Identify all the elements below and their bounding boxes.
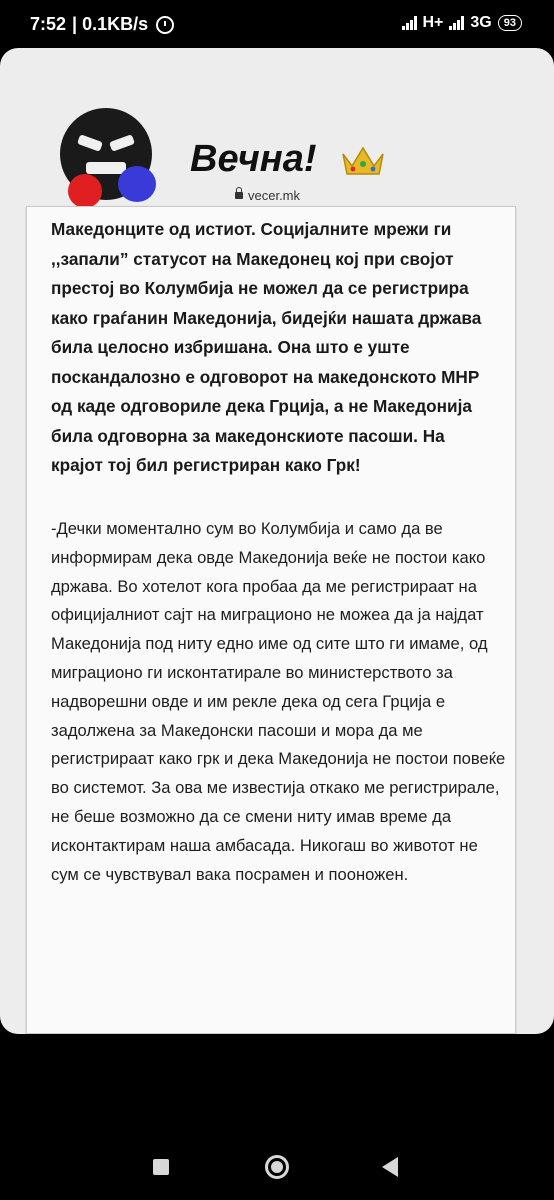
source-domain: vecer.mk (248, 188, 301, 203)
lock-icon (235, 192, 243, 199)
avatar-red-blob (68, 174, 102, 208)
article-lead: Македонците од истиот. Социјалните мрежи ги ,,запали” статусот на Македонец кој при својот престој во Колумбија не можел да се регистрира како граѓанин Македонија, бидејќи нашата држава била целосно избришана. Она што е уште поскандалозно е одговорот на македонското МНР од каде одговориле дека Грција, а не Македонија била одговорна за македонскиоте пасоши. На крајот тој бил регистриран како Грк! (51, 219, 482, 475)
story-title: Вечна! (190, 138, 317, 180)
signal-icon-2 (449, 16, 464, 30)
navigation-bar (0, 1130, 554, 1200)
crown-icon (340, 144, 386, 178)
status-right (402, 14, 523, 32)
alarm-icon (156, 16, 174, 34)
article-body: -Дечки моментално сум во Колумбија и само да ве информирам дека овде Македонија веќе не постои како држава. Во хотелот кога пробаа да ме регистрираат на официјалниот сајт на миграционо не можеа да ја најдат Македонија под ниту едно име од сите што ги имаме, од миграционо ги исконтатирале во министерството за надворешни овде и им рекле дека од сега Грција е задолжена за Македонски пасоши и мора да ме регистрираат како грк и дека Македонија не постои повеќе во системот. За ова ме известија откако ме регистрирале, не беше возможно да се смени ниту имав време да исконтактирам наша амбасада. Никогаш во животот не сум се чувствувал вака посрамен и пооножен. (51, 519, 506, 884)
network-type-2: 3G (470, 14, 492, 31)
story-header (0, 48, 554, 208)
recents-button[interactable] (153, 1159, 169, 1175)
source-line (235, 188, 300, 203)
status-left (30, 14, 174, 35)
clock: 7:52 (30, 14, 67, 34)
avatar-eye-left (77, 134, 103, 152)
avatar-blue-blob (118, 166, 156, 202)
signal-icon (402, 16, 417, 30)
back-button[interactable] (382, 1157, 398, 1177)
battery-icon: 93 (498, 15, 522, 31)
avatar[interactable] (60, 108, 152, 200)
story-card[interactable] (0, 48, 554, 1034)
article-card (26, 206, 516, 1034)
status-bar (0, 0, 554, 48)
network-type-1: H+ (422, 14, 444, 31)
avatar-mouth (86, 162, 126, 174)
avatar-eye-right (109, 134, 135, 152)
network-speed: | 0.1KB/s (72, 14, 149, 34)
home-button[interactable] (265, 1155, 289, 1179)
